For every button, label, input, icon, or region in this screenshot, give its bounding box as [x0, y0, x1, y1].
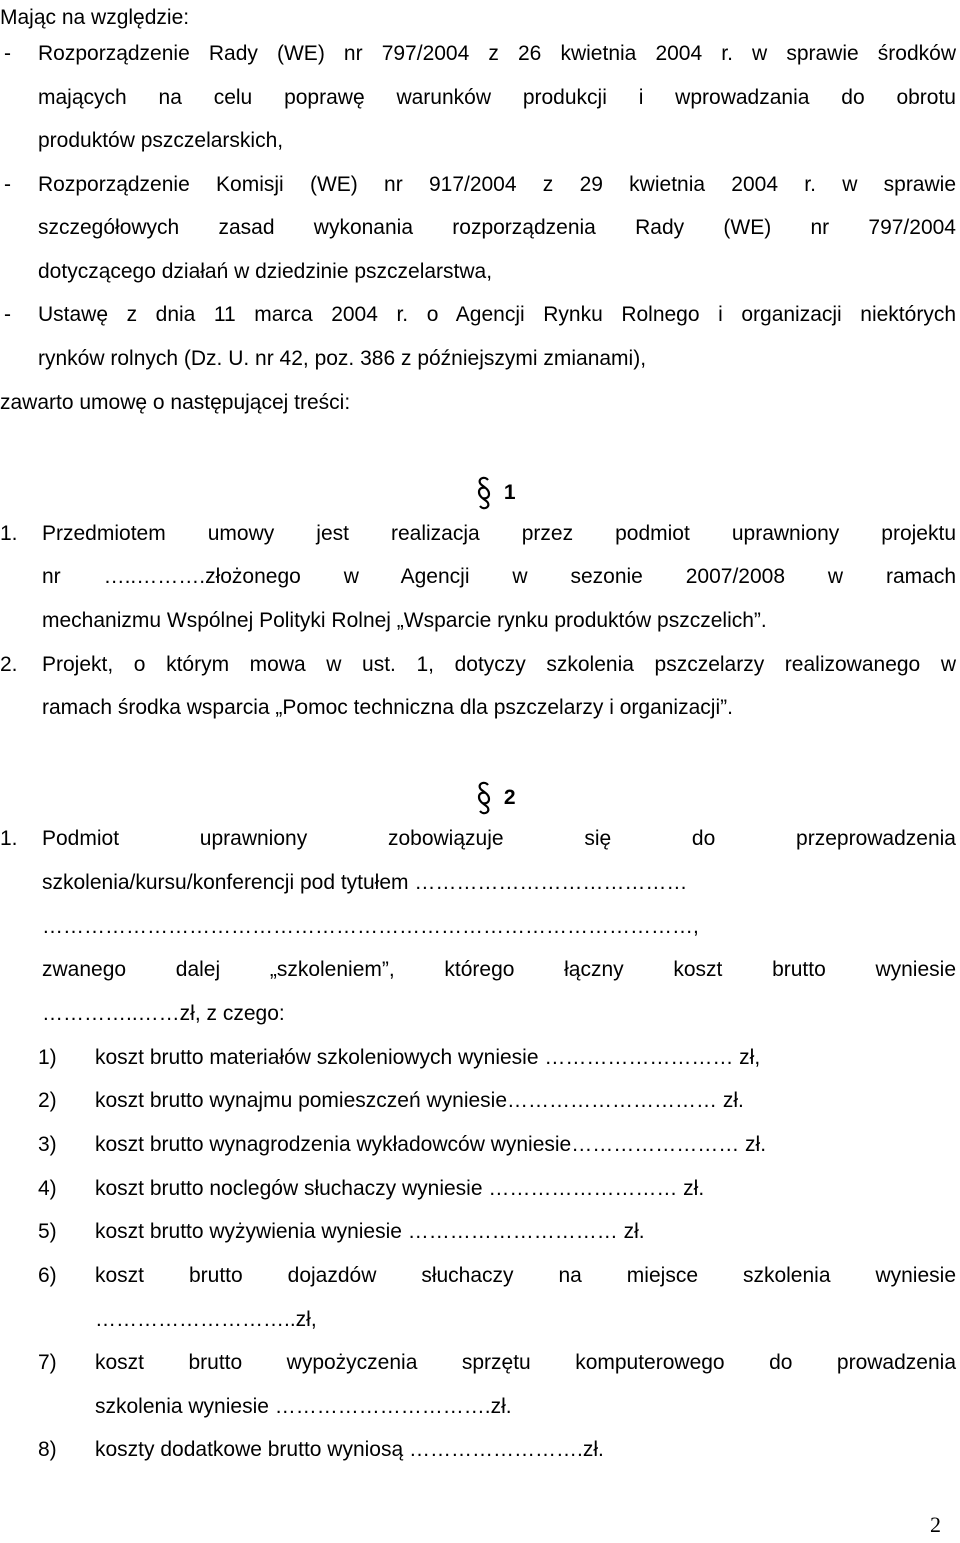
dash-marker: -	[4, 173, 11, 196]
cost-number: 2)	[38, 1089, 57, 1112]
cost-line: koszt brutto noclegów słuchaczy wyniesie ……………………… zł.	[95, 1177, 705, 1200]
intro-line: produktów pszczelarskich,	[38, 129, 284, 152]
section-number: 2	[503, 786, 516, 809]
cost-number: 1)	[38, 1046, 57, 1069]
page-number: 2	[930, 1512, 941, 1537]
intro-line: rynków rolnych (Dz. U. nr 42, poz. 386 z późniejszymi zmianami),	[38, 347, 647, 370]
section-sign-icon	[476, 781, 492, 815]
section1-line: Projekt, o którym mowa w ust. 1, dotyczy szkolenia pszczelarzy realizowanego w	[42, 653, 956, 676]
section-heading-2	[476, 776, 516, 820]
section-sign-icon	[476, 476, 492, 510]
cost-number: 4)	[38, 1177, 57, 1200]
item-number: 2.	[0, 653, 18, 676]
intro-line: Rozporządzenie Komisji (WE) nr 917/2004 z 29 kwietnia 2004 r. w sprawie	[38, 173, 956, 196]
dash-marker: -	[4, 42, 11, 65]
cost-number: 6)	[38, 1264, 57, 1287]
intro-line: szczegółowych zasad wykonania rozporządzenia Rady (WE) nr 797/2004	[38, 216, 956, 239]
intro-line: Ustawę z dnia 11 marca 2004 r. o Agencji Rynku Rolnego i organizacji niektórych	[38, 303, 956, 326]
cost-number: 8)	[38, 1438, 57, 1461]
intro-closing: zawarto umowę o następującej treści:	[0, 391, 351, 414]
intro-heading: Mając na względzie:	[0, 6, 190, 29]
cost-line: koszty dodatkowe brutto wyniosą …………………….zł.	[95, 1438, 604, 1461]
cost-number: 7)	[38, 1351, 57, 1374]
cost-number: 3)	[38, 1133, 57, 1156]
section2-line: …………………………………………………………………………………,	[42, 915, 699, 938]
cost-line: koszt brutto materiałów szkoleniowych wyniesie ……………………… zł,	[95, 1046, 761, 1069]
cost-line: koszt brutto wyżywienia wyniesie ………………………… zł.	[95, 1220, 645, 1243]
section2-line: Podmiot uprawniony zobowiązuje się do przeprowadzenia	[42, 827, 956, 850]
section1-line: nr …..……….złożonego w Agencji w sezonie 2007/2008 w ramach	[42, 565, 956, 588]
section-heading-1	[476, 471, 516, 515]
cost-line: ………………………..zł,	[95, 1308, 317, 1331]
section1-line: Przedmiotem umowy jest realizacja przez podmiot uprawniony projektu	[42, 522, 956, 545]
item-number: 1.	[0, 522, 18, 545]
intro-line: Rozporządzenie Rady (WE) nr 797/2004 z 26 kwietnia 2004 r. w sprawie środków	[38, 42, 956, 65]
cost-line: koszt brutto wynajmu pomieszczeń wyniesie………………………… zł.	[95, 1089, 744, 1112]
section2-line: szkolenia/kursu/konferencji pod tytułem …………………………………	[42, 871, 688, 894]
item-number: 1.	[0, 827, 18, 850]
dash-marker: -	[4, 303, 11, 326]
intro-line: dotyczącego działań w dziedzinie pszczelarstwa,	[38, 260, 493, 283]
cost-number: 5)	[38, 1220, 57, 1243]
section1-line: mechanizmu Wspólnej Polityki Rolnej „Wsparcie rynku produktów pszczelich”.	[42, 609, 767, 632]
section2-line: zwanego dalej „szkoleniem”, którego łączny koszt brutto wyniesie	[42, 958, 956, 981]
cost-line: szkolenia wyniesie ………………………….zł.	[95, 1395, 512, 1418]
section2-line: …………..……zł, z czego:	[42, 1002, 285, 1025]
section1-line: ramach środka wsparcia „Pomoc techniczna dla pszczelarzy i organizacji”.	[42, 696, 733, 719]
cost-line: koszt brutto dojazdów słuchaczy na miejsce szkolenia wyniesie	[95, 1264, 956, 1287]
cost-line: koszt brutto wypożyczenia sprzętu komputerowego do prowadzenia	[95, 1351, 956, 1374]
cost-line: koszt brutto wynagrodzenia wykładowców wyniesie…………………… zł.	[95, 1133, 767, 1156]
intro-line: mających na celu poprawę warunków produkcji i wprowadzania do obrotu	[38, 86, 956, 109]
section-number: 1	[503, 481, 516, 504]
